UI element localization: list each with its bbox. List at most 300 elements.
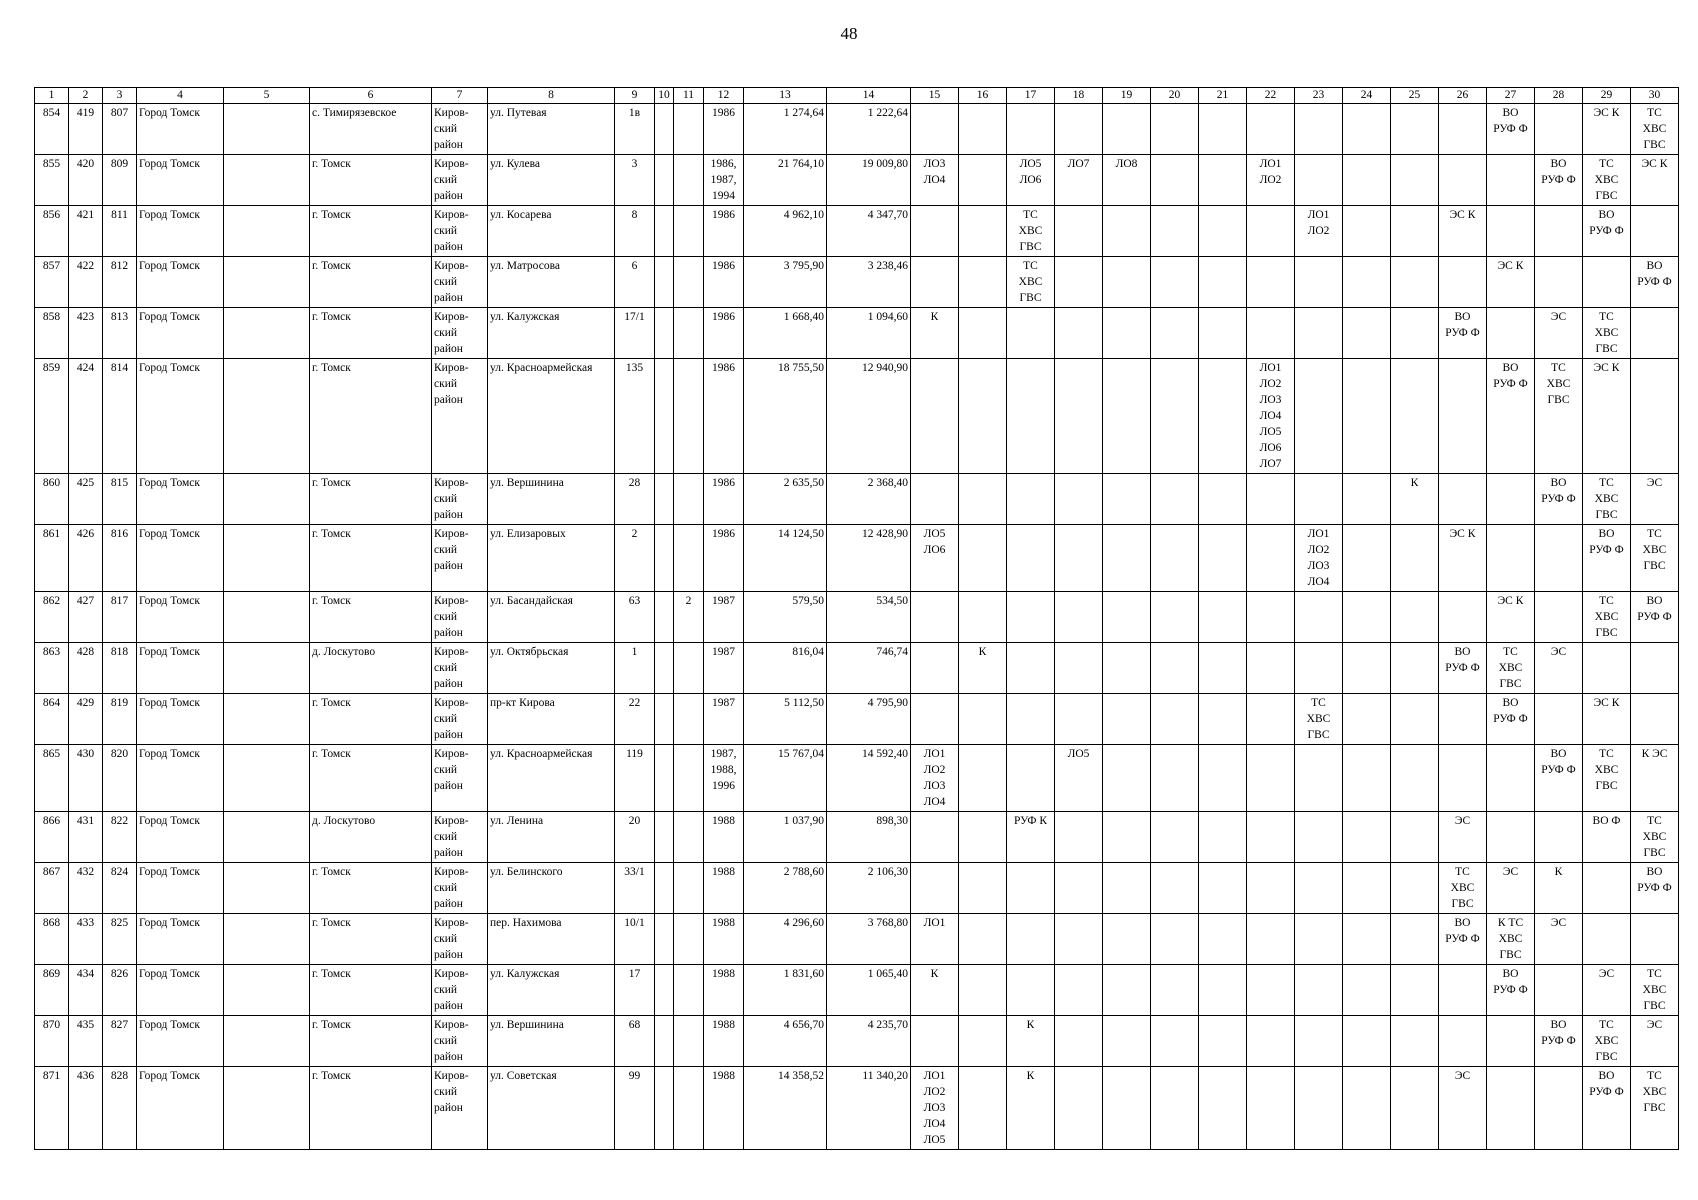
table-cell: [1343, 474, 1391, 525]
table-cell: [655, 525, 674, 592]
table-cell: [1199, 525, 1247, 592]
table-cell: Город Томск: [137, 1016, 224, 1067]
table-cell: [1103, 863, 1151, 914]
table-cell: [1439, 155, 1487, 206]
table-cell: ЛО5: [1055, 745, 1103, 812]
table-cell: [1055, 965, 1103, 1016]
table-cell: [1199, 308, 1247, 359]
table-cell: 860: [35, 474, 69, 525]
table-cell: ул. Косарева: [488, 206, 615, 257]
table-cell: [1391, 257, 1439, 308]
table-row: [35, 104, 1679, 155]
table-cell: 14 592,40: [827, 745, 911, 812]
table-cell: [1535, 206, 1583, 257]
table-cell: [1199, 914, 1247, 965]
column-number-cell: 28: [1535, 88, 1583, 104]
table-cell: [1391, 155, 1439, 206]
table-cell: [1151, 812, 1199, 863]
table-cell: Киров- ский район: [432, 308, 488, 359]
table-cell: 807: [103, 104, 137, 155]
table-cell: [959, 745, 1007, 812]
table-cell: ЛО1: [911, 914, 959, 965]
table-cell: ЛО5 ЛО6: [1007, 155, 1055, 206]
table-cell: [1055, 914, 1103, 965]
table-cell: [674, 1016, 704, 1067]
table-cell: [1247, 592, 1295, 643]
table-cell: 420: [69, 155, 103, 206]
table-cell: [1151, 104, 1199, 155]
table-cell: [655, 863, 674, 914]
table-cell: с. Тимирязевское: [310, 104, 432, 155]
table-cell: [1439, 745, 1487, 812]
table-cell: [655, 474, 674, 525]
table-cell: ЭС К: [1487, 592, 1535, 643]
table-cell: [1151, 965, 1199, 1016]
table-cell: [1295, 359, 1343, 474]
table-cell: [1535, 812, 1583, 863]
table-cell: [1199, 643, 1247, 694]
column-number-cell: 3: [103, 88, 137, 104]
table-row: [35, 206, 1679, 257]
table-cell: ЭС: [1439, 1067, 1487, 1150]
table-cell: ВО РУФ Ф: [1535, 155, 1583, 206]
table-cell: Киров- ский район: [432, 863, 488, 914]
column-number-cell: 8: [488, 88, 615, 104]
table-cell: ЭС К: [1583, 104, 1631, 155]
table-cell: ЭС: [1535, 643, 1583, 694]
table-cell: [1007, 694, 1055, 745]
table-cell: Город Томск: [137, 812, 224, 863]
column-number-cell: 1: [35, 88, 69, 104]
table-cell: [1391, 359, 1439, 474]
table-cell: [1103, 525, 1151, 592]
column-number-cell: 17: [1007, 88, 1055, 104]
table-cell: [1055, 812, 1103, 863]
column-number-cell: 30: [1631, 88, 1679, 104]
table-cell: 1986: [704, 206, 744, 257]
table-cell: Киров- ский район: [432, 914, 488, 965]
table-cell: г. Томск: [310, 525, 432, 592]
table-cell: ТС ХВС ГВС: [1583, 155, 1631, 206]
table-cell: Город Томск: [137, 965, 224, 1016]
table-cell: ТС ХВС ГВС: [1583, 592, 1631, 643]
column-number-cell: 16: [959, 88, 1007, 104]
table-cell: [674, 474, 704, 525]
table-cell: ВО РУФ Ф: [1439, 914, 1487, 965]
table-cell: [1343, 694, 1391, 745]
table-cell: [655, 206, 674, 257]
table-cell: [224, 1016, 310, 1067]
table-cell: Киров- ский район: [432, 474, 488, 525]
table-cell: [1343, 745, 1391, 812]
table-cell: [655, 104, 674, 155]
table-cell: [1295, 812, 1343, 863]
table-cell: ЛО1 ЛО2 ЛО3 ЛО4 ЛО5: [911, 1067, 959, 1150]
table-cell: [1295, 1016, 1343, 1067]
table-row: [35, 643, 1679, 694]
table-cell: ВО РУФ Ф: [1631, 592, 1679, 643]
table-cell: 12 940,90: [827, 359, 911, 474]
table-cell: [1247, 525, 1295, 592]
table-cell: [674, 308, 704, 359]
table-cell: [1391, 694, 1439, 745]
table-cell: [1151, 525, 1199, 592]
table-cell: 3 238,46: [827, 257, 911, 308]
page-number: 48: [840, 24, 858, 43]
table-cell: г. Томск: [310, 308, 432, 359]
table-cell: [1007, 592, 1055, 643]
table-cell: [1055, 206, 1103, 257]
table-cell: [1583, 257, 1631, 308]
table-cell: ЭС: [1439, 812, 1487, 863]
table-cell: 1 668,40: [744, 308, 827, 359]
table-cell: [1103, 694, 1151, 745]
table-cell: 827: [103, 1016, 137, 1067]
table-cell: Город Томск: [137, 359, 224, 474]
table-cell: [1391, 1067, 1439, 1150]
table-cell: пр-кт Кирова: [488, 694, 615, 745]
table-cell: 5 112,50: [744, 694, 827, 745]
table-cell: 863: [35, 643, 69, 694]
table-cell: г. Томск: [310, 965, 432, 1016]
table-cell: г. Томск: [310, 359, 432, 474]
table-row: [35, 525, 1679, 592]
table-cell: [674, 257, 704, 308]
table-cell: [1247, 474, 1295, 525]
table-cell: 425: [69, 474, 103, 525]
table-cell: [1295, 863, 1343, 914]
table-cell: г. Томск: [310, 694, 432, 745]
table-cell: [1103, 1016, 1151, 1067]
table-cell: [1583, 914, 1631, 965]
table-cell: [1487, 1067, 1535, 1150]
table-cell: [674, 694, 704, 745]
table-cell: ЛО3 ЛО4: [911, 155, 959, 206]
table-cell: 426: [69, 525, 103, 592]
table-cell: Город Томск: [137, 643, 224, 694]
table-cell: 1в: [615, 104, 655, 155]
table-cell: [1247, 812, 1295, 863]
table-cell: ВО РУФ Ф: [1583, 525, 1631, 592]
table-cell: [1199, 1067, 1247, 1150]
table-cell: 6: [615, 257, 655, 308]
table-cell: [1439, 965, 1487, 1016]
table-cell: К: [1007, 1067, 1055, 1150]
table-cell: [1247, 965, 1295, 1016]
table-cell: 819: [103, 694, 137, 745]
table-cell: [224, 914, 310, 965]
table-cell: 4 347,70: [827, 206, 911, 257]
table-cell: [1199, 359, 1247, 474]
table-cell: [655, 155, 674, 206]
table-cell: 21 764,10: [744, 155, 827, 206]
table-cell: 2 788,60: [744, 863, 827, 914]
table-cell: [1295, 155, 1343, 206]
table-cell: [1247, 863, 1295, 914]
table-cell: 746,74: [827, 643, 911, 694]
table-cell: 1988: [704, 1067, 744, 1150]
column-number-cell: 11: [674, 88, 704, 104]
table-cell: 4 235,70: [827, 1016, 911, 1067]
table-row: [35, 257, 1679, 308]
table-cell: [1343, 812, 1391, 863]
table-cell: [1007, 474, 1055, 525]
table-cell: [1295, 257, 1343, 308]
table-cell: г. Томск: [310, 914, 432, 965]
table-row: [35, 812, 1679, 863]
table-cell: 427: [69, 592, 103, 643]
table-cell: [959, 474, 1007, 525]
table-cell: [1007, 914, 1055, 965]
table-row: [35, 359, 1679, 474]
column-number-cell: 29: [1583, 88, 1631, 104]
table-cell: [655, 359, 674, 474]
table-cell: 1986: [704, 359, 744, 474]
table-cell: РУФ К: [1007, 812, 1055, 863]
table-cell: [224, 965, 310, 1016]
table-cell: [224, 643, 310, 694]
table-cell: [1007, 104, 1055, 155]
table-cell: Киров- ский район: [432, 1067, 488, 1150]
table-cell: ВО РУФ Ф: [1535, 745, 1583, 812]
table-cell: 824: [103, 863, 137, 914]
column-number-cell: 21: [1199, 88, 1247, 104]
table-cell: [1295, 965, 1343, 1016]
table-cell: 865: [35, 745, 69, 812]
table-cell: ТС ХВС ГВС: [1487, 643, 1535, 694]
table-cell: 822: [103, 812, 137, 863]
table-cell: [1103, 914, 1151, 965]
table-cell: [655, 965, 674, 1016]
table-cell: 431: [69, 812, 103, 863]
table-cell: 1988: [704, 812, 744, 863]
table-cell: [1103, 308, 1151, 359]
table-cell: [1055, 592, 1103, 643]
table-cell: [911, 1016, 959, 1067]
table-cell: [655, 643, 674, 694]
table-cell: [1535, 1067, 1583, 1150]
table-cell: 2: [615, 525, 655, 592]
table-cell: [1487, 308, 1535, 359]
table-cell: 817: [103, 592, 137, 643]
table-cell: [224, 525, 310, 592]
table-cell: [1055, 257, 1103, 308]
table-cell: ВО РУФ Ф: [1631, 863, 1679, 914]
table-cell: ТС ХВС ГВС: [1583, 745, 1631, 812]
table-cell: 15 767,04: [744, 745, 827, 812]
table-cell: 3 795,90: [744, 257, 827, 308]
table-cell: [1343, 257, 1391, 308]
table-cell: 814: [103, 359, 137, 474]
column-number-cell: 10: [655, 88, 674, 104]
table-cell: [1199, 155, 1247, 206]
table-cell: Киров- ский район: [432, 1016, 488, 1067]
table-cell: [1103, 359, 1151, 474]
table-cell: [674, 914, 704, 965]
table-cell: ТС ХВС ГВС: [1631, 1067, 1679, 1150]
column-number-cell: 23: [1295, 88, 1343, 104]
table-cell: [1439, 257, 1487, 308]
table-cell: 809: [103, 155, 137, 206]
table-cell: [1247, 1067, 1295, 1150]
table-cell: пер. Нахимова: [488, 914, 615, 965]
table-cell: [1391, 525, 1439, 592]
table-cell: 828: [103, 1067, 137, 1150]
table-cell: [1583, 643, 1631, 694]
table-cell: [1007, 308, 1055, 359]
table-cell: ЭС: [1487, 863, 1535, 914]
table-cell: [1487, 155, 1535, 206]
table-cell: ТС ХВС ГВС: [1631, 525, 1679, 592]
table-cell: [1247, 745, 1295, 812]
table-cell: 855: [35, 155, 69, 206]
table-cell: Город Томск: [137, 525, 224, 592]
table-cell: [1151, 257, 1199, 308]
table-cell: 1987: [704, 643, 744, 694]
table-cell: Киров- ский район: [432, 592, 488, 643]
table-cell: [1343, 1016, 1391, 1067]
table-cell: [1343, 155, 1391, 206]
table-cell: 869: [35, 965, 69, 1016]
table-cell: [1583, 863, 1631, 914]
table-cell: 1: [615, 643, 655, 694]
table-cell: 421: [69, 206, 103, 257]
table-cell: [674, 206, 704, 257]
table-cell: [959, 914, 1007, 965]
table-cell: [1199, 257, 1247, 308]
table-cell: [1391, 308, 1439, 359]
table-cell: [1247, 308, 1295, 359]
table-cell: 14 358,52: [744, 1067, 827, 1150]
table-cell: Город Томск: [137, 1067, 224, 1150]
table-cell: ЭС К: [1487, 257, 1535, 308]
table-cell: [1055, 104, 1103, 155]
table-cell: [1199, 812, 1247, 863]
table-cell: 813: [103, 308, 137, 359]
table-cell: [224, 257, 310, 308]
table-cell: 433: [69, 914, 103, 965]
table-cell: [959, 359, 1007, 474]
table-cell: [959, 694, 1007, 745]
table-cell: [1631, 308, 1679, 359]
table-cell: К: [1007, 1016, 1055, 1067]
table-row: [35, 965, 1679, 1016]
table-cell: [1247, 257, 1295, 308]
table-cell: [1343, 525, 1391, 592]
table-cell: ул. Басандайская: [488, 592, 615, 643]
table-cell: Киров- ский район: [432, 206, 488, 257]
column-number-cell: 7: [432, 88, 488, 104]
table-cell: 858: [35, 308, 69, 359]
table-row: [35, 474, 1679, 525]
table-cell: [655, 812, 674, 863]
table-cell: [1007, 525, 1055, 592]
table-cell: 436: [69, 1067, 103, 1150]
table-cell: [1247, 914, 1295, 965]
table-cell: 818: [103, 643, 137, 694]
table-row: [35, 1067, 1679, 1150]
table-cell: 432: [69, 863, 103, 914]
table-cell: 419: [69, 104, 103, 155]
table-cell: [959, 206, 1007, 257]
table-cell: [1343, 206, 1391, 257]
table-cell: Киров- ский район: [432, 525, 488, 592]
table-cell: [911, 863, 959, 914]
table-cell: К ТС ХВС ГВС: [1487, 914, 1535, 965]
table-cell: ул. Советская: [488, 1067, 615, 1150]
table-cell: ЛО1 ЛО2: [1295, 206, 1343, 257]
column-number-row: [35, 88, 1679, 104]
table-cell: [1343, 308, 1391, 359]
table-cell: Киров- ский район: [432, 965, 488, 1016]
table-cell: К: [911, 308, 959, 359]
table-cell: Город Томск: [137, 914, 224, 965]
table-row: [35, 155, 1679, 206]
table-cell: д. Лоскутово: [310, 812, 432, 863]
table-cell: 811: [103, 206, 137, 257]
table-cell: [1199, 104, 1247, 155]
table-cell: [1007, 643, 1055, 694]
table-cell: 119: [615, 745, 655, 812]
table-cell: [1343, 965, 1391, 1016]
table-cell: [1007, 965, 1055, 1016]
table-cell: [1439, 474, 1487, 525]
table-cell: [1295, 1067, 1343, 1150]
table-cell: [224, 155, 310, 206]
table-cell: 1988: [704, 863, 744, 914]
table-cell: [1055, 308, 1103, 359]
table-cell: [655, 1016, 674, 1067]
table-cell: 435: [69, 1016, 103, 1067]
table-cell: 579,50: [744, 592, 827, 643]
table-cell: [1151, 1067, 1199, 1150]
column-number-cell: 2: [69, 88, 103, 104]
table-cell: [674, 643, 704, 694]
table-cell: ВО РУФ Ф: [1535, 474, 1583, 525]
table-cell: [1007, 745, 1055, 812]
table-cell: [911, 474, 959, 525]
table-cell: Город Томск: [137, 592, 224, 643]
table-cell: 861: [35, 525, 69, 592]
table-cell: 1986: [704, 308, 744, 359]
table-cell: [1343, 914, 1391, 965]
table-cell: Киров- ский район: [432, 812, 488, 863]
table-cell: ЛО5 ЛО6: [911, 525, 959, 592]
table-cell: 1987: [704, 694, 744, 745]
table-cell: [1151, 694, 1199, 745]
column-number-cell: 12: [704, 88, 744, 104]
table-cell: ТС ХВС ГВС: [1583, 1016, 1631, 1067]
table-cell: 3: [615, 155, 655, 206]
table-cell: [1199, 206, 1247, 257]
table-cell: ЭС: [1631, 474, 1679, 525]
table-cell: [224, 694, 310, 745]
column-number-cell: 18: [1055, 88, 1103, 104]
table-cell: [1055, 525, 1103, 592]
table-cell: Город Томск: [137, 694, 224, 745]
table-cell: 424: [69, 359, 103, 474]
table-cell: [1343, 863, 1391, 914]
table-cell: [959, 155, 1007, 206]
table-cell: 1 222,64: [827, 104, 911, 155]
table-cell: [1055, 359, 1103, 474]
table-cell: [1247, 1016, 1295, 1067]
table-cell: [655, 745, 674, 812]
table-cell: 17/1: [615, 308, 655, 359]
table-cell: 867: [35, 863, 69, 914]
column-number-cell: 26: [1439, 88, 1487, 104]
table-cell: 1988: [704, 1016, 744, 1067]
